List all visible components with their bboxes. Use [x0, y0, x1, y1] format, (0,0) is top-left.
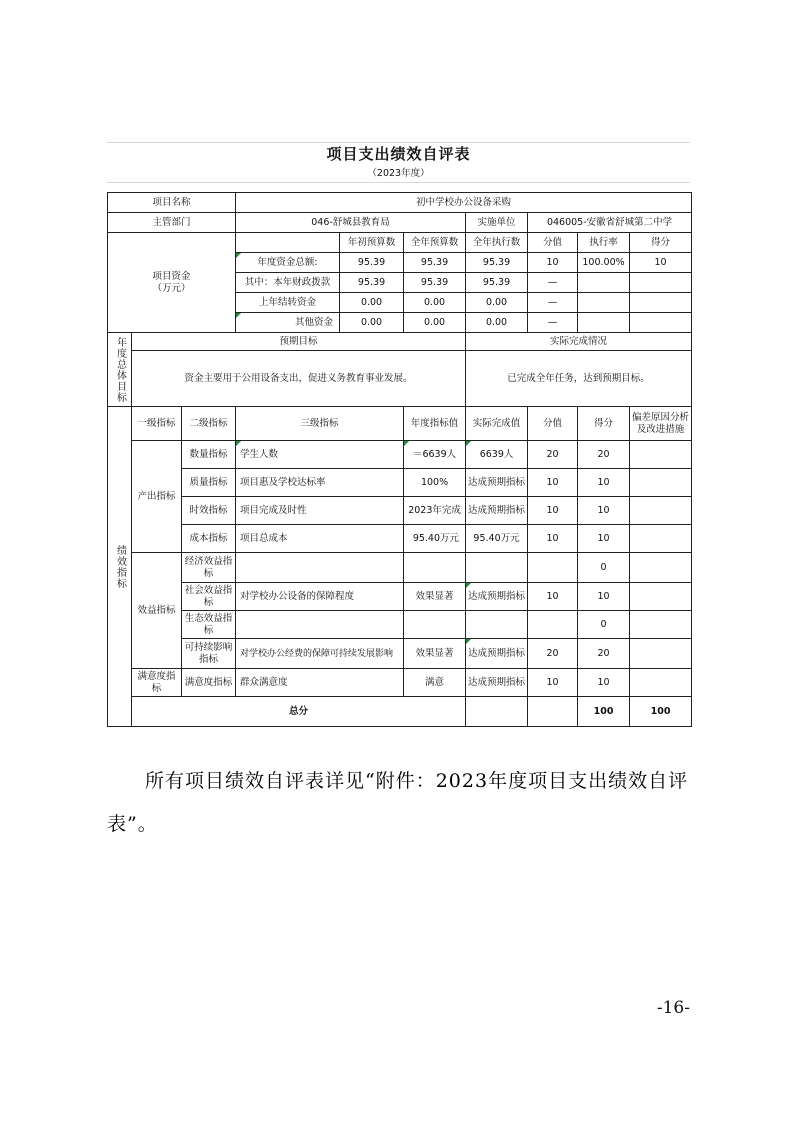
perf-target: 100% [404, 469, 466, 497]
perf-reason [630, 553, 692, 583]
perf-value: 20 [528, 639, 578, 669]
perf-actual: 95.40万元 [466, 525, 528, 553]
perf-reason [630, 525, 692, 553]
perf-reason [630, 469, 692, 497]
funds-annual: 0.00 [404, 293, 466, 313]
perf-l3 [236, 553, 404, 583]
perf-l2: 社会效益指标 [182, 583, 236, 611]
perf-actual: 达成预期指标 [466, 583, 528, 611]
dept-value: 046-舒城县教育局 [236, 213, 466, 233]
perf-row [108, 583, 692, 611]
perf-target [404, 553, 466, 583]
table-title: 项目支出绩效自评表 [326, 145, 471, 163]
perf-target: 满意 [404, 669, 466, 697]
funds-score [630, 313, 692, 333]
dept-label: 主管部门 [108, 213, 236, 233]
funds-header-score: 得分 [630, 233, 692, 253]
funds-annual: 95.39 [404, 273, 466, 293]
perf-l2: 质量指标 [182, 469, 236, 497]
funds-header-blank [236, 233, 340, 253]
benefit-indicator-label: 效益指标 [132, 553, 182, 669]
perf-actual: 达成预期指标 [466, 497, 528, 525]
perf-side-label-text: 绩效指标 [114, 544, 126, 589]
total-score: 100 [630, 697, 692, 727]
goals-side-label [108, 333, 132, 407]
goals-header-row [108, 333, 692, 351]
funds-header-exec: 全年执行数 [466, 233, 528, 253]
perf-actual: 6639人 [466, 441, 528, 469]
funds-init: 0.00 [340, 313, 404, 333]
funds-label-text: 项目资金 （万元） [152, 270, 191, 294]
output-indicator-label: 产出指标 [132, 441, 182, 553]
perf-actual [466, 553, 528, 583]
funds-score-value: — [528, 293, 578, 313]
total-label: 总分 [132, 697, 466, 727]
dept-row [108, 213, 692, 233]
perf-l2: 可持续影响指标 [182, 639, 236, 669]
perf-header-l2: 二级指标 [182, 407, 236, 441]
perf-score: 20 [578, 639, 630, 669]
perf-row [108, 553, 692, 583]
funds-annual: 0.00 [404, 313, 466, 333]
funds-score [630, 293, 692, 313]
goals-actual-header: 实际完成情况 [466, 333, 692, 351]
goals-expected: 资金主要用于公用设备支出，促进义务教育事业发展。 [132, 351, 466, 407]
funds-header-row [108, 233, 692, 253]
perf-reason [630, 497, 692, 525]
funds-annual: 95.39 [404, 253, 466, 273]
funds-exec: 95.39 [466, 273, 528, 293]
total-value: 100 [578, 697, 630, 727]
perf-l2: 数量指标 [182, 441, 236, 469]
unit-label: 实施单位 [466, 213, 528, 233]
perf-header-l1: 一级指标 [132, 407, 182, 441]
perf-header-actual: 实际完成值 [466, 407, 528, 441]
perf-l3: 对学校办公经费的保障可持续发展影响 [236, 639, 404, 669]
perf-l3: 项目完成及时性 [236, 497, 404, 525]
perf-l2: 经济效益指标 [182, 553, 236, 583]
perf-score: 10 [578, 469, 630, 497]
goals-content-row [108, 351, 692, 407]
perf-actual: 达成预期指标 [466, 669, 528, 697]
perf-reason [630, 639, 692, 669]
perf-l2: 满意度指标 [182, 669, 236, 697]
funds-row-label: 其他资金 [236, 313, 340, 333]
funds-rate [578, 273, 630, 293]
perf-target: 2023年完成 [404, 497, 466, 525]
faint-gridline [107, 182, 690, 183]
funds-label [108, 233, 236, 333]
perf-target: 95.40万元 [404, 525, 466, 553]
funds-init: 0.00 [340, 293, 404, 313]
perf-score: 0 [578, 611, 630, 639]
perf-value: 20 [528, 441, 578, 469]
perf-row [108, 469, 692, 497]
table-subtitle: （2023年度） [367, 168, 430, 179]
perf-reason [630, 669, 692, 697]
perf-reason [630, 441, 692, 469]
funds-header-init: 年初预算数 [340, 233, 404, 253]
total-blank [528, 697, 578, 727]
perf-target: 效果显著 [404, 583, 466, 611]
perf-score: 10 [578, 525, 630, 553]
unit-value: 046005-安徽省舒城第二中学 [528, 213, 692, 233]
perf-score: 0 [578, 553, 630, 583]
funds-header-score-value: 分值 [528, 233, 578, 253]
perf-header-reason: 偏差原因分析及改进措施 [630, 407, 692, 441]
funds-row-label: 上年结转资金 [236, 293, 340, 313]
funds-score: 10 [630, 253, 692, 273]
goals-expected-header: 预期目标 [132, 333, 466, 351]
perf-actual: 达成预期指标 [466, 639, 528, 669]
funds-header-rate: 执行率 [578, 233, 630, 253]
body-paragraph: 所有项目绩效自评表详见“附件：2023年度项目支出绩效自评表”。 [107, 770, 689, 835]
perf-header-l3: 三级指标 [236, 407, 404, 441]
perf-value: 10 [528, 583, 578, 611]
perf-row [108, 669, 692, 697]
perf-l2: 成本指标 [182, 525, 236, 553]
total-blank [466, 697, 528, 727]
perf-actual: 达成预期指标 [466, 469, 528, 497]
perf-value: 10 [528, 525, 578, 553]
funds-row-label: 其中：本年财政拨款 [236, 273, 340, 293]
perf-l3: 项目惠及学校达标率 [236, 469, 404, 497]
perf-l3: 对学校办公设备的保障程度 [236, 583, 404, 611]
perf-target [404, 611, 466, 639]
perf-value: 10 [528, 469, 578, 497]
funds-exec: 0.00 [466, 313, 528, 333]
perf-header-target: 年度指标值 [404, 407, 466, 441]
perf-l3: 学生人数 [236, 441, 404, 469]
funds-header-annual: 全年预算数 [404, 233, 466, 253]
perf-side-label [108, 407, 132, 727]
goals-actual: 已完成全年任务，达到预期目标。 [466, 351, 692, 407]
funds-init: 95.39 [340, 273, 404, 293]
funds-score-value: — [528, 313, 578, 333]
perf-actual [466, 611, 528, 639]
perf-row [108, 441, 692, 469]
perf-row [108, 611, 692, 639]
perf-l3: 项目总成本 [236, 525, 404, 553]
perf-target: 效果显著 [404, 639, 466, 669]
perf-reason [630, 583, 692, 611]
funds-rate [578, 293, 630, 313]
funds-score [630, 273, 692, 293]
perf-value [528, 611, 578, 639]
perf-score: 10 [578, 669, 630, 697]
goals-side-label-text: 年度总体目标 [114, 336, 126, 403]
project-name-value: 初中学校办公设备采购 [236, 193, 692, 213]
funds-exec: 0.00 [466, 293, 528, 313]
perf-l2: 时效指标 [182, 497, 236, 525]
evaluation-table [107, 192, 692, 727]
perf-target: ＝6639人 [404, 441, 466, 469]
perf-reason [630, 611, 692, 639]
perf-header-score: 得分 [578, 407, 630, 441]
funds-row-label: 年度资金总额: [236, 253, 340, 273]
perf-score: 10 [578, 497, 630, 525]
perf-l3 [236, 611, 404, 639]
total-row [108, 697, 692, 727]
perf-score: 10 [578, 583, 630, 611]
perf-l2: 生态效益指标 [182, 611, 236, 639]
funds-score-value: — [528, 273, 578, 293]
funds-init: 95.39 [340, 253, 404, 273]
perf-value: 10 [528, 497, 578, 525]
funds-score-value: 10 [528, 253, 578, 273]
project-name-row [108, 193, 692, 213]
project-name-label: 项目名称 [108, 193, 236, 213]
perf-row [108, 497, 692, 525]
perf-value: 10 [528, 669, 578, 697]
funds-rate [578, 313, 630, 333]
perf-l3: 群众满意度 [236, 669, 404, 697]
funds-exec: 95.39 [466, 253, 528, 273]
funds-rate: 100.00% [578, 253, 630, 273]
perf-score: 20 [578, 441, 630, 469]
perf-value [528, 553, 578, 583]
perf-header-row [108, 407, 692, 441]
page-number: -16- [656, 998, 690, 1018]
perf-header-value: 分值 [528, 407, 578, 441]
perf-row [108, 525, 692, 553]
satisfaction-indicator-label: 满意度指标 [132, 669, 182, 697]
perf-row [108, 639, 692, 669]
